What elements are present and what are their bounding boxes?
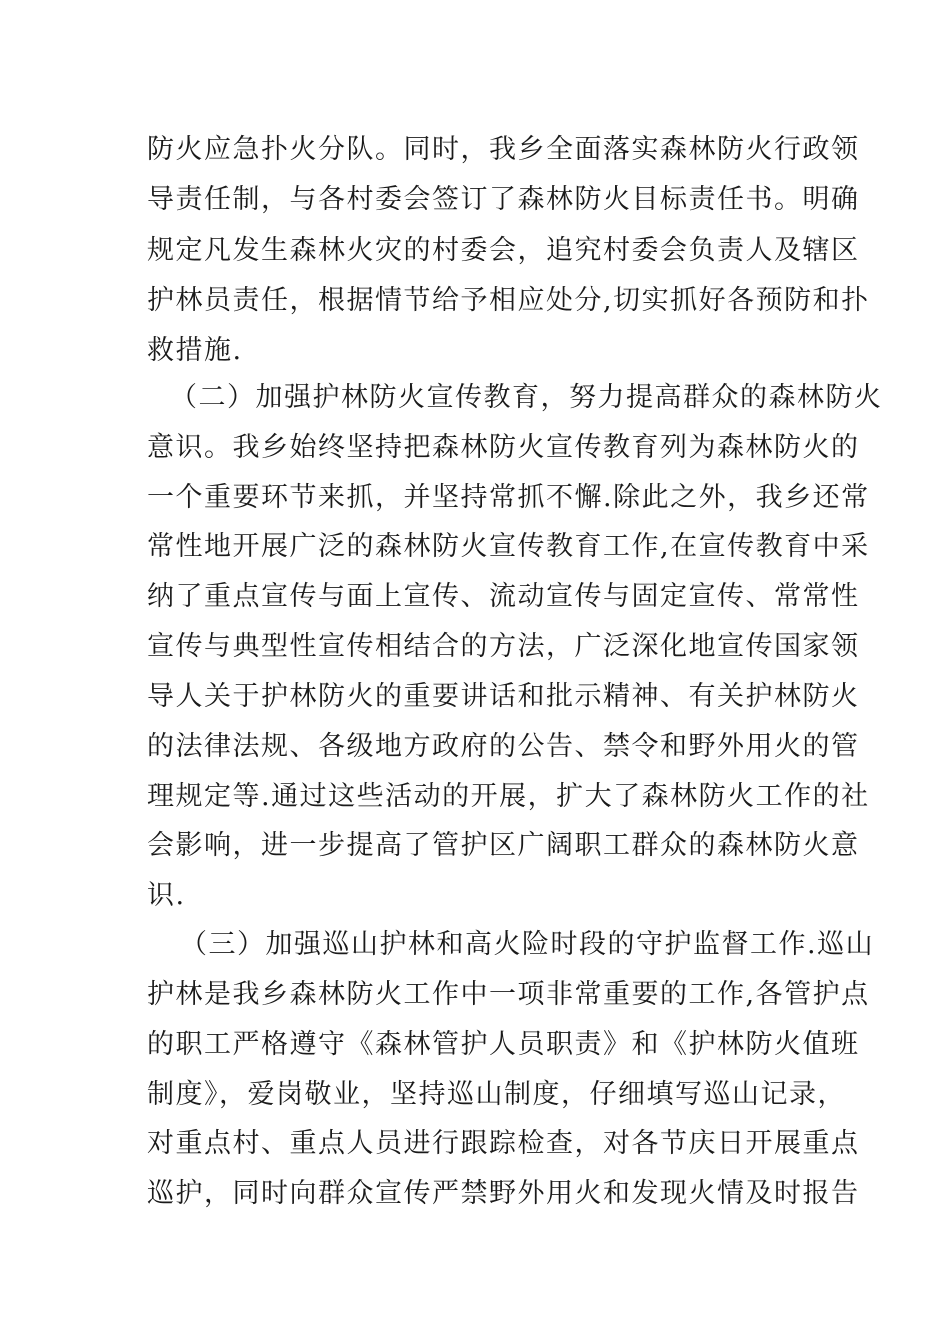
text-line: 制度》，爱岗敬业，坚持巡山制度，仔细填写巡山记录， [147,1079,846,1110]
text-line: 导责任制，与各村委会签订了森林防火目标责任书。明确 [147,184,860,215]
text-line: 识. [147,880,186,911]
text-line: 护林是我乡森林防火工作中一项非常重要的工作,各管护点 [147,979,870,1010]
text-line: （二）加强护林防火宣传教育，努力提高群众的森林防火 [170,382,883,413]
text-line: 对重点村、重点人员进行跟踪检查，对各节庆日开展重点 [147,1128,860,1159]
text-line: 的法律法规、各级地方政府的公告、禁令和野外用火的管 [147,731,860,762]
text-line: 救措施. [147,335,243,366]
text-line: 一个重要环节来抓，并坚持常抓不懈.除此之外，我乡还常 [147,482,870,513]
text-line: 常性地开展广泛的森林防火宣传教育工作,在宣传教育中采 [147,531,870,562]
text-line: 护林员责任，根据情节给予相应处分,切实抓好各预防和扑 [147,285,870,316]
text-line: （三）加强巡山护林和高火险时段的守护监督工作.巡山 [180,929,875,960]
text-line: 纳了重点宣传与面上宣传、流动宣传与固定宣传、常常性 [147,581,860,612]
text-line: 巡护，同时向群众宣传严禁野外用火和发现火情及时报告 [147,1178,860,1209]
text-line: 意识。我乡始终坚持把森林防火宣传教育列为森林防火的 [147,432,860,463]
text-line: 理规定等.通过这些活动的开展，扩大了森林防火工作的社 [147,781,870,812]
text-line: 宣传与典型性宣传相结合的方法，广泛深化地宣传国家领 [147,631,860,662]
text-line: 导人关于护林防火的重要讲话和批示精神、有关护林防火 [147,681,860,712]
text-line: 会影响，进一步提高了管护区广阔职工群众的森林防火意 [147,830,860,861]
text-line: 防火应急扑火分队。同时，我乡全面落实森林防火行政领 [147,134,860,165]
text-line: 的职工严格遵守《森林管护人员职责》和《护林防火值班 [147,1029,860,1060]
text-line: 规定凡发生森林火灾的村委会，追究村委会负责人及辖区 [147,235,860,266]
